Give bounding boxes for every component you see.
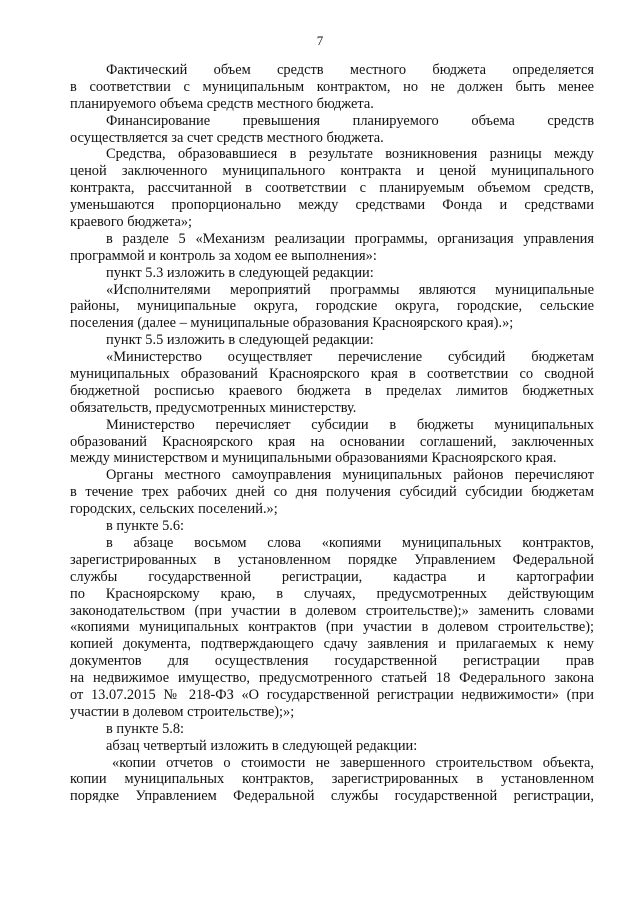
text-line: в пункте 5.6: (106, 518, 185, 535)
text-line: на недвижимое имущество, предусмотренного статьей 18 Федерального закона (70, 670, 594, 687)
text-line: городских, сельских поселений.»; (70, 501, 278, 518)
text-line: программой и контроль за ходом ее выполнения»: (70, 247, 377, 264)
paragraph (70, 231, 594, 265)
text-line: в абзаце восьмом слова «копиями муниципальных контрактов, (106, 534, 594, 551)
text-line: Фактический объем средств местного бюджета определяется (106, 62, 594, 78)
text-line: от 13.07.2015 № 218-ФЗ «О государственной регистрации недвижимости» (при (70, 686, 594, 703)
text-line: между министерством и муниципальными образованиями Красноярского края. (70, 450, 557, 467)
text-line: по Красноярскому краю, в случаях, предусмотренных действующим (70, 585, 594, 602)
paragraph (70, 265, 594, 282)
text-line: абзац четвертый изложить в следующей редакции: (106, 737, 418, 754)
paragraph (70, 332, 594, 349)
text-line: контракта, рассчитанной в соответствии с планируемым объемом средств, (70, 180, 594, 197)
text-line: районы, муниципальные округа, городские округа, городские, сельские (70, 298, 594, 315)
paragraph (70, 282, 594, 333)
text-line: копией документа, подтверждающего сдачу заявления и прилагаемых к нему (70, 636, 594, 653)
text-line: поселения (далее – муниципальные образования Красноярского края).»; (70, 315, 514, 332)
text-line: порядке Управлением Федеральной службы государственной регистрации, (70, 788, 594, 805)
paragraph (70, 62, 594, 113)
text-line: участии в долевом строительстве);»; (70, 703, 295, 720)
paragraph (70, 146, 594, 230)
paragraph (70, 417, 594, 468)
paragraph (70, 467, 594, 518)
text-line: законодательством (при участии в долевом строительстве);» заменить словами (70, 602, 594, 619)
text-line: Средства, образовавшиеся в результате возникновения разницы между (106, 146, 594, 163)
text-line: пункт 5.5 изложить в следующей редакции: (106, 332, 374, 349)
text-line: ценой заключенного муниципального контракта и ценой муниципального (70, 163, 594, 180)
text-line: «Исполнителями мероприятий программы являются муниципальные (106, 281, 594, 298)
paragraph (70, 349, 594, 417)
text-line: копии муниципальных контрактов, зарегистрированных в установленном (70, 771, 594, 788)
text-line: обязательств, предусмотренных министерству. (70, 399, 357, 416)
text-line: муниципальных образований Красноярского края в соответствии со сводной (70, 366, 594, 383)
text-line: в пункте 5.8: (106, 720, 185, 737)
text-line: планируемого объема средств местного бюджета. (70, 95, 374, 112)
text-line: пункт 5.3 изложить в следующей редакции: (106, 264, 374, 281)
text-line: бюджетной росписью краевого бюджета в пределах лимитов бюджетных (70, 382, 594, 399)
document-body (70, 62, 594, 805)
text-line: Финансирование превышения планируемого объема средств (106, 112, 594, 129)
page-number: 7 (316, 33, 324, 48)
text-line: краевого бюджета»; (70, 214, 193, 231)
text-line: зарегистрированных в установленном порядке Управлением Федеральной (70, 551, 594, 568)
paragraph (70, 113, 594, 147)
text-line: уменьшаются пропорционально между средствами Фонда и средствами (70, 197, 594, 214)
text-line: документов для осуществления государственной регистрации прав (70, 653, 594, 670)
paragraph (70, 535, 594, 721)
text-line: в соответствии с муниципальным контрактом, но не должен быть менее (70, 78, 594, 95)
text-line: «копиями муниципальных контрактов (при участии в долевом строительстве); (70, 619, 594, 636)
text-line: «копии отчетов о стоимости не завершенного строительством объекта, (112, 754, 594, 771)
text-line: в разделе 5 «Механизм реализации программы, организация управления (106, 230, 594, 247)
text-line: службы государственной регистрации, кадастра и картографии (70, 568, 594, 585)
paragraph (70, 518, 594, 535)
text-line: Органы местного самоуправления муниципальных районов перечисляют (106, 467, 594, 484)
paragraph (70, 755, 594, 806)
text-line: «Министерство осуществляет перечисление субсидий бюджетам (106, 349, 594, 366)
paragraph (70, 738, 594, 755)
text-line: осуществляется за счет средств местного бюджета. (70, 129, 384, 146)
text-line: Министерство перечисляет субсидии в бюджеты муниципальных (106, 416, 594, 433)
text-line: в течение трех рабочих дней со дня получения субсидий субсидии бюджетам (70, 484, 594, 501)
paragraph (70, 721, 594, 738)
text-line: образований Красноярского края на основании соглашений, заключенных (70, 433, 594, 450)
